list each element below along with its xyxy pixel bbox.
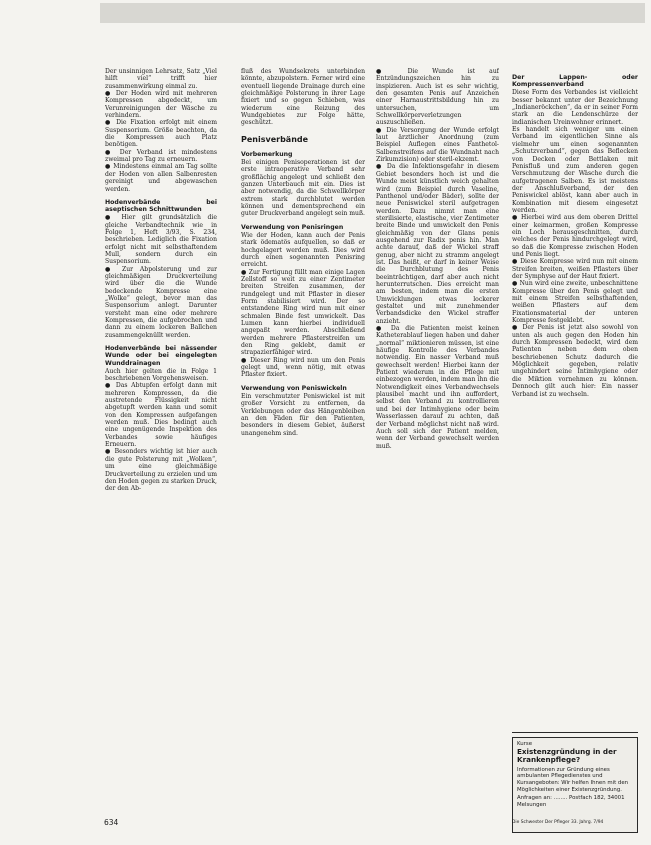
section-heading: Hodenverbände bei aseptischen Schnittwunden (105, 198, 217, 214)
paragraph: ● Nun wird eine zweite, unbeschnittene Kompresse über den Penis gelegt und mit einem Streifen selbsthaftenden, weißen Pflasters auf dem Fixationsmaterial der unteren Kompresse festgeklebt. (512, 280, 638, 325)
box-kicker: Kurse (517, 741, 533, 747)
section-heading: Vorbemerkung (241, 150, 293, 158)
paragraph: ● Besonders wichtig ist hier auch die gute Polsterung mit „Wolken“, um eine gleichmäßige Druckverteilung zu erzielen und um den Hoden gegen zu starken Druck, der den Ab- (105, 448, 217, 493)
paragraph: ● Da die Infektionsgefahr in diesem Gebiet besonders hoch ist und die Wunde meist künstlich weich gehalten wird (zum Beispiel durch Vaseline, Panthenol und/oder Bäder), sollte der neue Peniswickel steril aufgetragen werden. Dazu nimmt man eine sterilisierte, elastische, vier Zentimeter breite Binde und umwickelt den Penis gleichmäßig von der Glans penis ausgehend zur Radix penis hin. Man achte darauf, daß der Wickel straff genug, aber nicht zu stramm angelegt ist. Das heißt, er darf in keiner Weise die Durchblutung des Penis beeinträchtigen, darf aber auch nicht herunterrutschen. Dies erreicht man am besten, indem man die ersten Umwicklungen etwas lockerer gestaltet und mit zunehmender Verbandsdicke den Wickel straffer anzieht. (376, 163, 499, 325)
paragraph: ● Diese Kompresse wird nun mit einem Streifen breiten, weißen Pflasters über der Symphyse auf der Haut fixiert. (512, 258, 638, 280)
paragraph: ● Der Penis ist jetzt also sowohl von unten als auch gegen den Hoden hin durch Kompressen bedeckt, wird dem Patienten neben dem oben beschriebenen Schutz dadurch die Möglichkeit gegeben, relativ ungehindert seine Intimhygiene oder die Miktion vornehmen zu können. Dennoch gilt auch hier: Ein nasser Verband ist zu wechseln. (512, 324, 638, 398)
paragraph: Wie der Hoden, kann auch der Penis stark ödematös aufquellen, so daß er hochgelagert werden muß. Dies wird durch einen sogenannten Penisring erreicht. (241, 231, 365, 269)
paragraph: Es handelt sich weniger um einen Verband im eigentlichen Sinne als vielmehr um einen sogenannten „Schutzverband“, gegen das Beflecken von Decken oder Bettlaken mit Penisfluß und zum anderen gegen Verschmutzung der Wäsche durch die aufgetragenen Salben. Es ist meistens der Anschlußverband, der den Peniswickel ablöst, kann aber auch in Kombination mit diesem eingesetzt werden. (512, 126, 638, 214)
section-heading: Hodenverbände bei nässender Wunde oder bei eingelegten Wunddrainagen (105, 345, 217, 367)
paragraph: Auch hier gelten die in Folge 1 beschriebenen Vorgehensweisen. (105, 367, 217, 383)
paragraph: ● Die Fixation erfolgt mit einem Suspensorium. Größe beachten, da die Kompressen auch Platz benötigen. (105, 119, 217, 149)
box-title: Existenzgründung in der Krankenpflege? (517, 747, 617, 765)
source-line: Die Schwester Der Pfleger 33. Jahrg. 7/94 (512, 820, 604, 825)
paragraph: fluß des Wundsekrets unterbinden könnte, abzupolstern. Ferner wird eine eventuell liegende Drainage durch eine gleichmäßige Polsterung in ihrer Lage fixiert und so gegen Schieben, was wiederum eine Reizung des Wundgebietes zur Folge hätte, geschützt. (241, 68, 365, 127)
column-3 (376, 68, 499, 810)
paragraph: ● Hier gilt grundsätzlich die gleiche Verbandtechnik wie in Folge 1, Heft 3/93, S. 234, beschrieben. Lediglich die Fixation erfolgt nicht mit selbsthaftendem Mull, sondern durch ein Suspensorium. (105, 214, 217, 266)
box-address: Anfragen an: ........ Postfach 182, 34001 Melsungen (517, 795, 625, 808)
paragraph: ● Dieser Ring wird nun um den Penis gelegt und, wenn nötig, mit etwas Pflaster fixiert. (241, 356, 365, 379)
section-heading: Verwendung von Penisringen (241, 223, 344, 231)
paragraph: Der unsinnigen Lehrsatz, Satz „Viel hilft viel“ trifft hier zusammenwirkung einmal zu. (105, 68, 217, 90)
paragraph: Diese Form des Verbandes ist vielleicht besser bekannt unter der Bezeichnung „Indianeröckchen“, da er in seiner Form stark an die Lendenschürze der indianischen Ureinwohner erinnert. (512, 89, 638, 126)
paragraph: ● Zur Abpolsterung und zur gleichmäßigen Druckverteilung wird über die die Wunde bedeckende Kompresse eine „Wolke“ gelegt, bevor man das Suspensorium anlegt. Darunter versteht man eine oder mehrere Kompressen, die aufgebrochen und dann zu einem lockeren Ballchen zusammengeknüllt werden. (105, 265, 217, 339)
box-rule (512, 732, 638, 733)
paragraph: ● Der Verband ist mindestens zweimal pro Tag zu erneuern. (105, 148, 217, 164)
paragraph: ● Hierbei wird aus dem oberen Drittel einer keimarmen, großen Kompresse ein Loch herausgeschnitten, durch welches der Penis hindurchgelegt wird, so daß die Kompresse zwischen Hoden und Penis liegt. (512, 214, 638, 258)
header-band (100, 3, 645, 23)
section-heading: Der Lappen- oder Kompressenverband (512, 74, 638, 89)
paragraph: ● Zur Fertigung füllt man einige Lagen Zellstoff so weit zu einer Zentimeter breiten Streifen zusammen, der rundgelegt und mit Pflaster in dieser Form stabilisiert wird. Der so entstandene Ring wird nun mit einer schmalen Binde fest umwickelt. Das Lumen kann hierbei individuell angepaßt werden. Abschließend werden mehrere Pflasterstreifen um den Ring geklebt, damit er strapazierfähiger wird. (241, 268, 365, 357)
column-2 (241, 68, 365, 810)
box-description: Informationen zur Gründung eines ambulanten Pflegedienstes und Kursangeboten: Wir helfen Ihnen mit den Möglichkeiten einer Existenzgründung. (517, 766, 629, 793)
paragraph: ● Mindestens einmal am Tag sollte der Hoden von allen Salbenresten gereinigt und abgewaschen werden. (105, 163, 217, 193)
column-4 (512, 68, 638, 623)
page-number: 634 (104, 818, 119, 827)
paragraph: Bei einigen Penisoperationen ist der erste intraoperative Verband sehr großflächig angelegt und schließt den ganzen Unterbauch mit ein. Dies ist aber notwendig, da die Schwellkörper extrem stark durchblutet werden können und dementsprechend ein guter Druckverband angelegt sein muß. (241, 158, 365, 218)
paragraph: ● Der Hoden wird mit mehreren Kompressen abgedeckt, um Verunreinigungen der Wäsche zu verhindern. (105, 90, 217, 120)
paragraph: Ein verschmutzter Peniswickel ist mit großer Vorsicht zu entfernen, da Verklebungen oder das Hängenbleiben an den Fäden für den Patienten, besonders in diesem Gebiet, äußerst unangenehm sind. (241, 392, 365, 437)
column-1 (105, 68, 217, 810)
paragraph: ● Die Versorgung der Wunde erfolgt laut ärztlicher Anordnung (zum Beispiel Auflegen eines Fanthetol-Salbenstreifens auf die Wundnaht nach Zirkumzision) oder steril-ekzemt. (376, 126, 499, 164)
section-heading: Penisverbände (241, 134, 309, 144)
course-notice-box (512, 737, 638, 833)
paragraph: ● Die Wunde ist auf Entzündungszeichen hin zu inspizieren. Auch ist es sehr wichtig, den gesamten Penis auf Anzeichen einer Harnaustrittsbildung hin zu untersuchen, um Schwellkörperverletzungen auszuschließen. (376, 68, 499, 127)
paragraph: ● Da die Patienten meist keinen Katheterablauf liegen haben und daher „normal“ miktionieren müssen, ist eine häufige Kontrolle des Verbandes notwendig. Ein nasser Verband muß gewechselt werden! Hierbei kann der Patient wiederum in die Pflege mit einbezogen werden, indem man ihn die Notwendigkeit eines Verbandwechsels plausibel macht und ihn auffordert, selbst den Verband zu kontrollieren und bei der Intimhygiene oder beim Wasserlassen darauf zu achten, daß der Verband möglichst nicht naß wird. Auch soll sich der Patient melden, wenn der Verband gewechselt werden muß. (376, 325, 499, 450)
paragraph: ● Das Abtupfen erfolgt dann mit mehreren Kompressen, da die austretende Flüssigkeit nicht abgetupft werden kann und somit von den Kompressen aufgefangen werden muß. Dies bedingt auch eine ungenügende Inspektion des Verbandes sowie häufiges Erneuern. (105, 382, 217, 449)
section-heading: Verwendung von Peniswickeln (241, 384, 347, 392)
